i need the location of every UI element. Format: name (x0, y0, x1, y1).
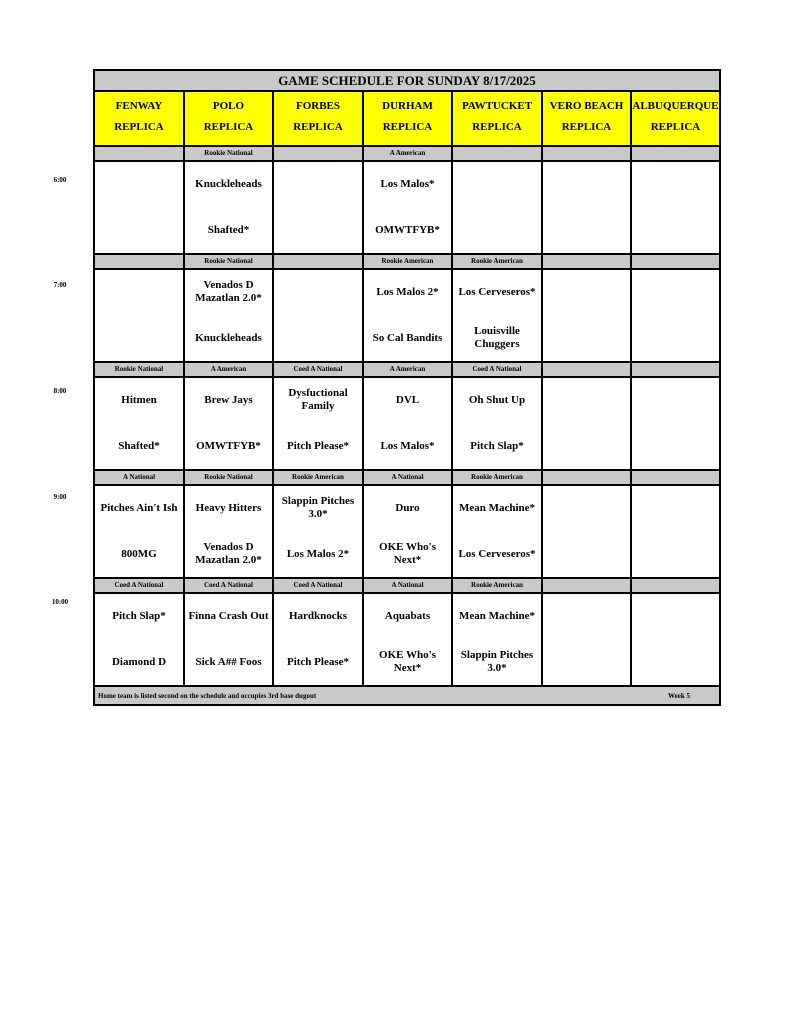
division-label (632, 147, 719, 160)
game-cell (274, 486, 364, 577)
field-sub: REPLICA (472, 121, 522, 133)
division-label (453, 147, 543, 160)
division-label: Rookie American (274, 471, 364, 484)
division-row (95, 471, 719, 486)
away-team: Finna Crash Out (188, 609, 269, 622)
game-cell (453, 594, 543, 685)
field-name: PAWTUCKET (461, 100, 533, 112)
field-header-durham (364, 92, 453, 145)
game-cell (453, 378, 543, 469)
away-team (95, 277, 183, 307)
game-cell (632, 270, 719, 361)
away-team: Los Malos* (380, 177, 435, 190)
division-label: Rookie American (364, 255, 453, 268)
game-cell (453, 270, 543, 361)
away-team: Aquabats (384, 609, 431, 622)
home-team (632, 431, 719, 461)
field-name: POLO (212, 100, 245, 112)
away-team (453, 169, 541, 199)
home-team-note: Home team is listed second on the schedule and occupies 3rd base dugout (98, 691, 317, 700)
division-label: Coed A National (453, 363, 543, 376)
division-label (274, 147, 364, 160)
game-cell (632, 594, 719, 685)
game-cell (274, 162, 364, 253)
home-team (543, 323, 630, 353)
time-label: 7:00 (53, 281, 67, 289)
field-header-polo (185, 92, 274, 145)
field-header-fenway (95, 92, 185, 145)
home-team: Venados D Mazatlan 2.0* (195, 541, 262, 566)
division-label (632, 255, 719, 268)
schedule-title: GAME SCHEDULE FOR SUNDAY 8/17/2025 (95, 71, 719, 92)
division-label (543, 471, 632, 484)
division-label (543, 579, 632, 592)
division-label: A American (185, 363, 274, 376)
game-cell (543, 486, 632, 577)
field-header-vero-beach (543, 92, 632, 145)
field-header-row (95, 92, 719, 147)
away-team: Heavy Hitters (195, 501, 262, 514)
game-cell (185, 378, 274, 469)
game-cell (95, 270, 185, 361)
away-team: Duro (395, 501, 420, 514)
away-team (543, 169, 630, 199)
game-row (95, 378, 719, 471)
home-team: OMWTFYB* (375, 223, 440, 236)
game-cell (453, 486, 543, 577)
game-cell (632, 162, 719, 253)
away-team (543, 601, 630, 631)
time-label: 6:00 (53, 176, 67, 184)
game-cell (185, 594, 274, 685)
field-name: ALBUQUERQUE (632, 100, 719, 112)
division-label: A National (364, 579, 453, 592)
home-team (274, 215, 362, 245)
game-cell (364, 378, 453, 469)
home-team (543, 431, 630, 461)
away-team: Mean Machine* (458, 501, 536, 514)
home-team: So Cal Bandits (372, 331, 443, 344)
division-label: Coed A National (95, 579, 185, 592)
home-team: Los Malos 2* (286, 547, 350, 560)
field-header-albuquerque (632, 92, 719, 145)
away-team: DVL (395, 393, 420, 406)
away-team (95, 169, 183, 199)
home-team: Pitch Please* (286, 439, 349, 452)
field-name: DURHAM (382, 100, 433, 112)
home-team: Sick A## Foos (195, 655, 262, 668)
time-label: 8:00 (53, 387, 67, 395)
field-sub: REPLICA (293, 121, 343, 133)
game-cell (95, 486, 185, 577)
game-cell (274, 594, 364, 685)
home-team: Pitch Please* (286, 655, 349, 668)
away-team: Mean Machine* (458, 609, 536, 622)
division-row (95, 147, 719, 162)
game-cell (185, 162, 274, 253)
game-row (95, 162, 719, 255)
week-label: Week 5 (668, 691, 690, 700)
home-team: Los Malos* (380, 439, 435, 452)
division-label: Rookie National (185, 147, 274, 160)
schedule-footer (95, 687, 719, 704)
away-team: Brew Jays (204, 393, 253, 406)
field-sub: REPLICA (382, 121, 433, 133)
away-team (274, 169, 362, 199)
home-team (95, 215, 183, 245)
home-team: OKE Who's Next* (379, 541, 436, 566)
away-team (632, 493, 719, 523)
division-label (632, 471, 719, 484)
division-label: A National (364, 471, 453, 484)
home-team (453, 215, 541, 245)
away-team (543, 385, 630, 415)
home-team (632, 647, 719, 677)
away-team (632, 169, 719, 199)
time-label: 9:00 (53, 493, 67, 501)
home-team: Pitch Slap* (470, 439, 524, 452)
field-sub: REPLICA (114, 121, 164, 133)
home-team (543, 647, 630, 677)
home-team: Diamond D (111, 655, 167, 668)
division-label: A American (364, 147, 453, 160)
home-team (632, 323, 719, 353)
division-row (95, 363, 719, 378)
away-team: Knuckleheads (195, 177, 262, 190)
home-team: Shafted* (118, 439, 160, 452)
field-name: FORBES (295, 100, 340, 112)
time-slots (95, 147, 719, 687)
division-row (95, 255, 719, 270)
away-team: Hardknocks (288, 609, 348, 622)
division-row (95, 579, 719, 594)
home-team: OMWTFYB* (196, 439, 261, 452)
game-row (95, 594, 719, 687)
home-team: Louisville Chuggers (474, 325, 520, 350)
game-row (95, 486, 719, 579)
game-cell (453, 162, 543, 253)
home-team (632, 539, 719, 569)
home-team (95, 323, 183, 353)
field-name: FENWAY (115, 100, 163, 112)
game-cell (274, 378, 364, 469)
home-team (274, 323, 362, 353)
field-header-forbes (274, 92, 364, 145)
division-label (543, 363, 632, 376)
game-cell (543, 378, 632, 469)
away-team: Pitch Slap* (112, 609, 166, 622)
division-label: A American (364, 363, 453, 376)
game-cell (632, 378, 719, 469)
division-label: Rookie American (453, 255, 543, 268)
game-cell (95, 594, 185, 685)
division-label: Coed A National (185, 579, 274, 592)
division-label (95, 255, 185, 268)
home-team: Shafted* (207, 223, 250, 236)
division-label: Rookie National (185, 255, 274, 268)
game-cell (364, 594, 453, 685)
away-team: Oh Shut Up (468, 393, 526, 406)
away-team: Dysfuctional Family (288, 387, 348, 412)
game-cell (543, 162, 632, 253)
division-label: Coed A National (274, 363, 364, 376)
field-header-pawtucket (453, 92, 543, 145)
schedule-table (93, 69, 721, 706)
division-label (632, 579, 719, 592)
game-cell (274, 270, 364, 361)
field-name: VERO BEACH (549, 100, 624, 112)
home-team (543, 215, 630, 245)
game-cell (185, 270, 274, 361)
away-team: Los Cerveseros* (458, 285, 536, 298)
away-team (543, 277, 630, 307)
away-team: Hitmen (121, 393, 157, 406)
home-team: OKE Who's Next* (379, 649, 436, 674)
field-sub: REPLICA (561, 121, 612, 133)
game-cell (543, 270, 632, 361)
home-team: Knuckleheads (195, 331, 262, 344)
away-team: Venados D Mazatlan 2.0* (195, 279, 262, 304)
division-label (543, 255, 632, 268)
division-label: Rookie American (453, 471, 543, 484)
division-label: Coed A National (274, 579, 364, 592)
division-label (274, 255, 364, 268)
game-cell (364, 486, 453, 577)
away-team: Pitches Ain't Ish (100, 501, 178, 514)
division-label (543, 147, 632, 160)
home-team: Los Cerveseros* (458, 547, 536, 560)
time-label: 10:00 (51, 598, 69, 606)
division-label: Rookie American (453, 579, 543, 592)
away-team (632, 601, 719, 631)
home-team: 800MG (121, 547, 157, 560)
game-cell (632, 486, 719, 577)
away-team (632, 277, 719, 307)
game-cell (364, 270, 453, 361)
game-cell (95, 162, 185, 253)
away-team (543, 493, 630, 523)
division-label: Rookie National (95, 363, 185, 376)
division-label: Rookie National (185, 471, 274, 484)
away-team: Los Malos 2* (376, 285, 439, 298)
field-sub: REPLICA (203, 121, 254, 133)
home-team: Slappin Pitches 3.0* (460, 649, 534, 674)
away-team (632, 385, 719, 415)
away-team (274, 277, 362, 307)
division-label (95, 147, 185, 160)
away-team: Slappin Pitches 3.0* (281, 495, 355, 520)
home-team (632, 215, 719, 245)
field-sub: REPLICA (650, 121, 701, 133)
game-cell (95, 378, 185, 469)
game-cell (364, 162, 453, 253)
game-cell (185, 486, 274, 577)
division-label (632, 363, 719, 376)
division-label: A National (95, 471, 185, 484)
home-team (543, 539, 630, 569)
game-cell (543, 594, 632, 685)
game-row (95, 270, 719, 363)
